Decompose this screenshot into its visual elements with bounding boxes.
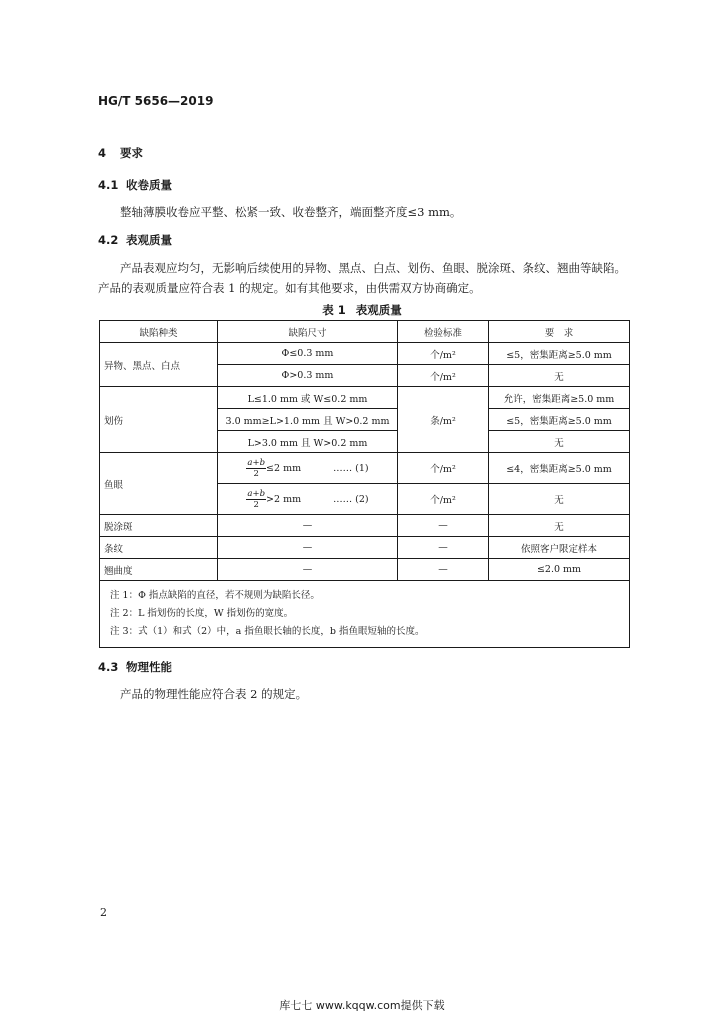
table-row — [100, 515, 630, 537]
table-row — [100, 387, 630, 409]
requirement-cell: 无 — [489, 365, 630, 387]
section-4-number: 4 — [98, 146, 107, 160]
section-4-1-number: 4.1 — [98, 178, 119, 192]
defect-type-scratch: 划伤 — [100, 387, 218, 453]
section-4-3-title: 物理性能 — [126, 660, 172, 674]
page-number: 2 — [100, 906, 107, 919]
table-1-caption-number: 表 1 — [322, 303, 346, 317]
table-row — [100, 559, 630, 581]
table-header-row — [100, 321, 630, 343]
header-requirement: 要 求 — [489, 321, 630, 343]
download-footer-watermark: 库七七 www.kqqw.com提供下载 — [279, 999, 445, 1012]
section-4-2-heading — [98, 232, 172, 248]
header-defect-size: 缺陷尺寸 — [218, 321, 398, 343]
requirement-cell: ≤5，密集距离≥5.0 mm — [489, 409, 630, 431]
table-1-caption-title: 表观质量 — [355, 303, 402, 317]
defect-size-cell: L>3.0 mm 且 W>0.2 mm — [218, 431, 398, 453]
table-note-1: 注 1：Φ 指点缺陷的直径，若不规则为缺陷长径。 — [110, 590, 320, 601]
inspection-unit-cell: — — [398, 537, 489, 559]
defect-size-cell: Φ≤0.3 mm — [218, 343, 398, 365]
section-4-1-title: 收卷质量 — [126, 178, 172, 192]
defect-size-cell: Φ>0.3 mm — [218, 365, 398, 387]
fisheye-fraction — [246, 458, 266, 479]
section-4-1-text: 整轴薄膜收卷应平整、松紧一致、收卷整齐，端面整齐度≤3 mm。 — [120, 205, 462, 219]
table-notes — [100, 581, 630, 648]
defect-size-cell: — — [218, 537, 398, 559]
defect-type-foreign-matter: 异物、黑点、白点 — [100, 343, 218, 387]
defect-size-cell: L≤1.0 mm 或 W≤0.2 mm — [218, 387, 398, 409]
section-4-2-text: 产品表观应均匀，无影响后续使用的异物、黑点、白点、划伤、鱼眼、脱涂斑、条纹、翘曲等缺陷。产品的表观质量应符合表 1 的规定。如有其他要求，由供需双方协商确定。 — [98, 261, 626, 295]
section-4-1-heading — [98, 177, 172, 193]
inspection-unit-cell: — — [398, 559, 489, 581]
section-4-title: 要求 — [120, 146, 143, 160]
inspection-unit-cell: 个/m² — [398, 365, 489, 387]
section-4-3-number: 4.3 — [98, 660, 119, 674]
fraction-numerator: a+b — [247, 457, 266, 468]
defect-size-cell: 3.0 mm≥L>1.0 mm 且 W>0.2 mm — [218, 409, 398, 431]
inspection-unit-cell: 个/m² — [398, 484, 489, 515]
defect-size-cell: — — [218, 559, 398, 581]
requirement-cell: ≤2.0 mm — [489, 559, 630, 581]
requirement-cell: 依照客户限定样本 — [489, 537, 630, 559]
fisheye-fraction — [246, 489, 266, 510]
table-row — [100, 537, 630, 559]
requirement-cell: 无 — [489, 484, 630, 515]
table-note-2: 注 2：L 指划伤的长度，W 指划伤的宽度。 — [110, 608, 294, 619]
section-4-3-heading — [98, 659, 172, 675]
section-4-3-text: 产品的物理性能应符合表 2 的规定。 — [120, 687, 308, 701]
fraction-denominator: 2 — [253, 468, 259, 479]
defect-size-cell — [218, 484, 398, 515]
table-1-caption — [0, 302, 724, 318]
table-note-3: 注 3：式（1）和式（2）中，a 指鱼眼长轴的长度，b 指鱼眼短轴的长度。 — [110, 626, 425, 637]
equation-number: …… (1) — [333, 462, 369, 474]
section-4-2-title: 表观质量 — [126, 233, 172, 247]
appearance-quality-table — [99, 320, 630, 648]
inspection-unit-cell: 个/m² — [398, 453, 489, 484]
requirement-cell: ≤4，密集距离≥5.0 mm — [489, 453, 630, 484]
requirement-cell: 无 — [489, 431, 630, 453]
defect-type-coating-spot: 脱涂斑 — [100, 515, 218, 537]
defect-size-cell: — — [218, 515, 398, 537]
equation-number: …… (2) — [333, 493, 369, 505]
header-defect-type: 缺陷种类 — [100, 321, 218, 343]
table-row — [100, 453, 630, 484]
defect-type-warp: 翘曲度 — [100, 559, 218, 581]
fraction-denominator: 2 — [253, 499, 259, 510]
inspection-unit-cell: — — [398, 515, 489, 537]
fisheye-condition: >2 mm — [266, 493, 302, 505]
defect-type-fisheye: 鱼眼 — [100, 453, 218, 515]
document-code-header: HG/T 5656—2019 — [98, 94, 214, 108]
inspection-unit-cell: 条/m² — [398, 387, 489, 453]
header-inspection-standard: 检验标准 — [398, 321, 489, 343]
defect-size-cell — [218, 453, 398, 484]
requirement-cell: 无 — [489, 515, 630, 537]
section-4-heading — [98, 145, 143, 161]
table-row — [100, 343, 630, 365]
defect-type-stripe: 条纹 — [100, 537, 218, 559]
table-notes-row — [100, 581, 630, 648]
fraction-numerator: a+b — [247, 488, 266, 499]
section-4-2-number: 4.2 — [98, 233, 119, 247]
inspection-unit-cell: 个/m² — [398, 343, 489, 365]
fisheye-condition: ≤2 mm — [266, 462, 302, 474]
requirement-cell: 允许，密集距离≥5.0 mm — [489, 387, 630, 409]
requirement-cell: ≤5，密集距离≥5.0 mm — [489, 343, 630, 365]
